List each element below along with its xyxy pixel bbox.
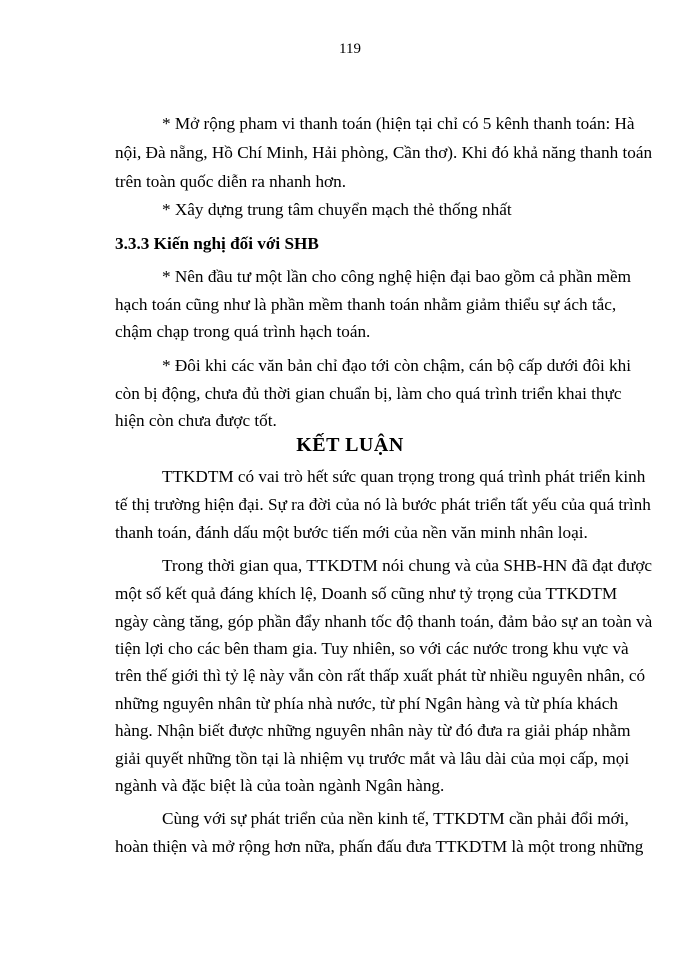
- text-line: thanh toán, đánh dấu một bước tiến mới của nền văn minh nhân loại.: [115, 523, 588, 542]
- text-line: ngày càng tăng, góp phần đẩy nhanh tốc độ thanh toán, đảm bảo sự an toàn và: [115, 612, 653, 631]
- text-line: giải quyết những tồn tại là nhiệm vụ trước mắt và lâu dài của mọi cấp, mọi: [115, 749, 630, 768]
- text-line: Trong thời gian qua, TTKDTM nói chung và của SHB-HN đã đạt được: [162, 556, 653, 575]
- text-line: TTKDTM có vai trò hết sức quan trọng trong quá trình phát triển kinh: [162, 467, 646, 486]
- text-line: * Đôi khi các văn bản chỉ đạo tới còn chậm, cán bộ cấp dưới đôi khi: [162, 356, 631, 375]
- text-line: hiện còn chưa được tốt.: [115, 411, 277, 430]
- text-line: trên toàn quốc diễn ra nhanh hơn.: [115, 172, 347, 191]
- text-line: Cùng với sự phát triển của nền kinh tế, TTKDTM cần phải đổi mới,: [162, 809, 629, 828]
- text-line: nội, Đà nẵng, Hồ Chí Minh, Hải phòng, Cần thơ). Khi đó khả năng thanh toán: [115, 143, 653, 162]
- text-line: hoàn thiện và mở rộng hơn nữa, phấn đấu đưa TTKDTM là một trong những: [115, 837, 644, 856]
- text-line: * Mở rộng pham vi thanh toán (hiện tại chỉ có 5 kênh thanh toán: Hà: [162, 114, 635, 133]
- text-line: ngành và đặc biệt là của toàn ngành Ngân hàng.: [115, 776, 445, 795]
- paragraph-card-switching-center: * Xây dựng trung tâm chuyển mạch thẻ thống nhất: [162, 200, 512, 219]
- text-line: hạch toán cũng như là phần mềm thanh toán nhằm giảm thiểu sự ách tắc,: [115, 295, 617, 314]
- text-line: một số kết quả đáng khích lệ, Doanh số cũng như tỷ trọng của TTKDTM: [115, 584, 618, 603]
- text-line: * Nên đầu tư một lần cho công nghệ hiện đại bao gồm cả phần mềm: [162, 267, 631, 286]
- text-line: tế thị trường hiện đại. Sự ra đời của nó là bước phát triển tất yếu của quá trình: [115, 495, 651, 514]
- conclusion-title: KẾT LUẬN: [296, 434, 404, 456]
- text-line: chậm chạp trong quá trình hạch toán.: [115, 322, 371, 341]
- text-line: trên thế giới thì tỷ lệ này vẫn còn rất thấp xuất phát từ nhiều nguyên nhân, có: [115, 666, 646, 685]
- text-line: hàng. Nhận biết được những nguyên nhân này từ đó đưa ra giải pháp nhằm: [115, 721, 631, 740]
- text-line: còn bị động, chưa đủ thời gian chuẩn bị, làm cho quá trình triển khai thực: [115, 384, 622, 403]
- text-line: những nguyên nhân từ phía nhà nước, từ phí Ngân hàng và từ phía khách: [115, 694, 618, 713]
- page-number: 119: [339, 41, 361, 57]
- text-line: tiện lợi cho các bên tham gia. Tuy nhiên, so với các nước trong khu vực và: [115, 639, 629, 658]
- section-heading: 3.3.3 Kiến nghị đối với SHB: [115, 234, 319, 253]
